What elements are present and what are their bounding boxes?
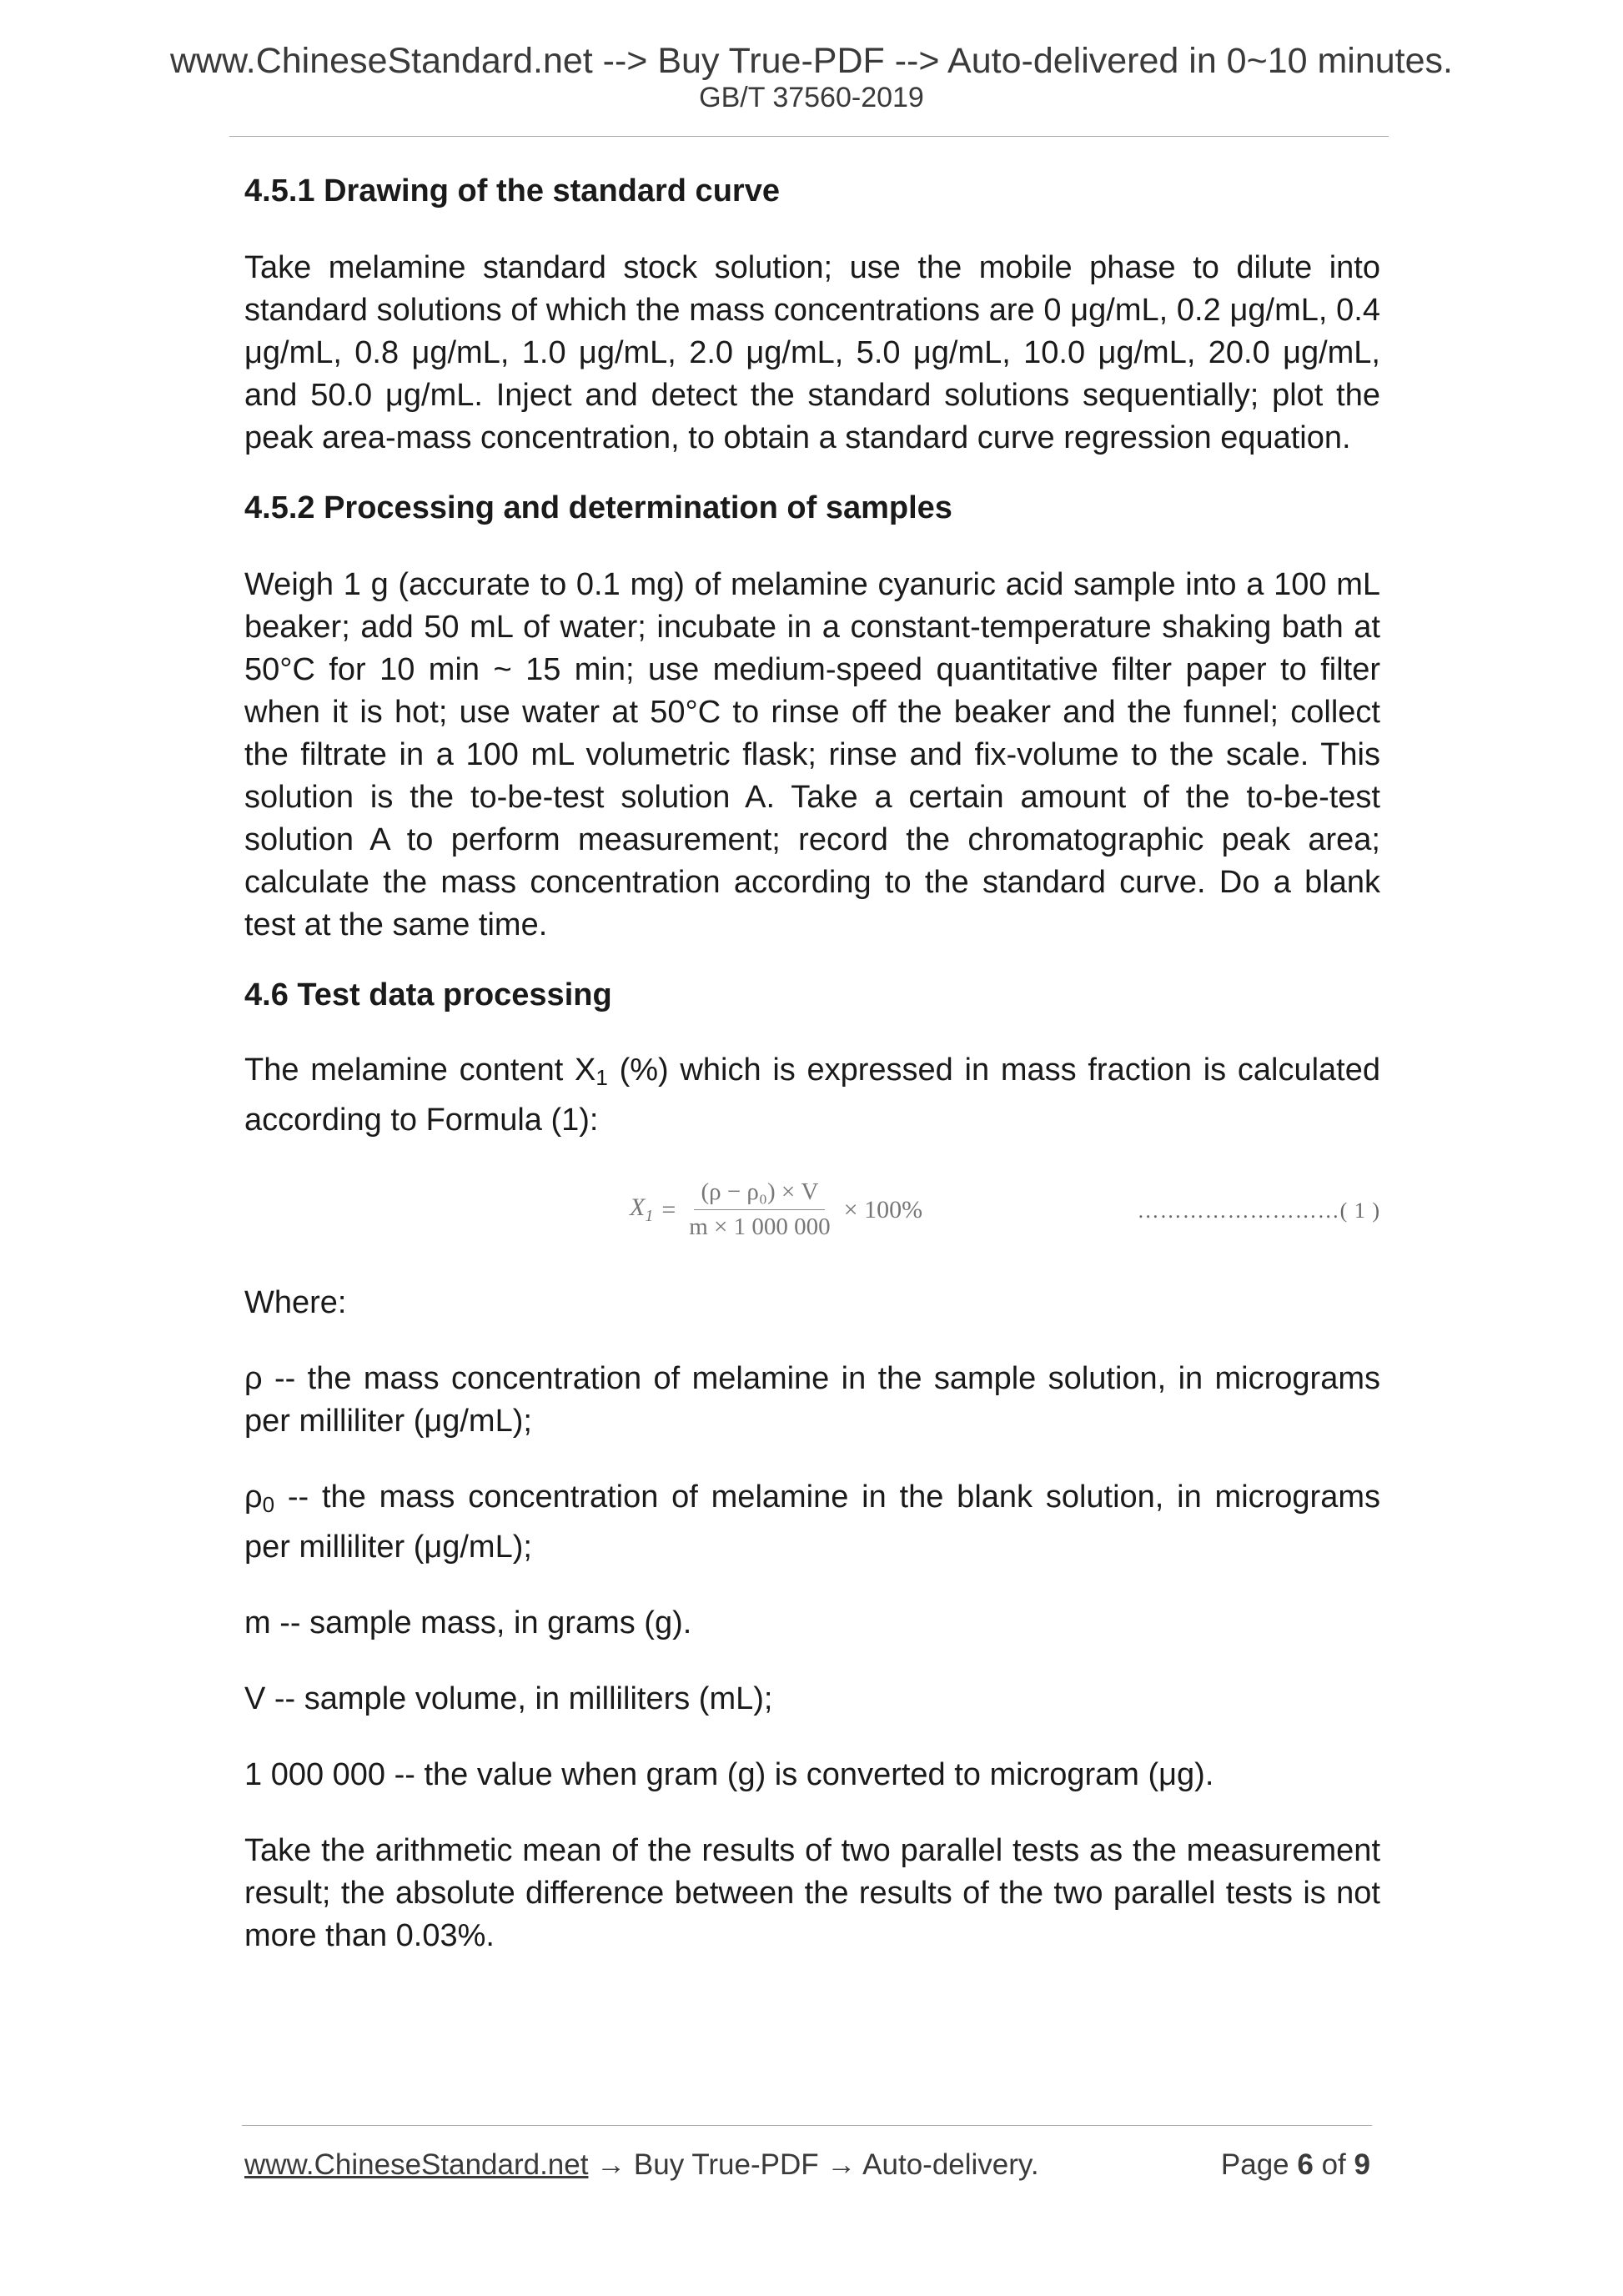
footer-text: → Buy True-PDF → Auto-delivery.: [588, 2148, 1039, 2181]
conclusion-paragraph: Take the arithmetic mean of the results of two parallel tests as the measurement result; the absolute difference between the results of the two parallel tests is not more than 0.03%.: [244, 1833, 1380, 1954]
where-rho0: [244, 1476, 1380, 1569]
rho0-subscript: 0: [262, 1492, 275, 1518]
footer: [244, 2148, 1370, 2182]
formula-expression: [630, 1178, 922, 1241]
heading-4-6: 4.6 Test data processing: [244, 977, 612, 1012]
where-v: V -- sample volume, in milliliters (mL);: [244, 1681, 773, 1717]
paragraph-4-6-intro: [244, 1049, 1380, 1142]
formula-denominator: m × 1 000 000: [689, 1213, 831, 1241]
formula-1: [244, 1173, 1380, 1257]
header-divider: [229, 136, 1389, 137]
page-of-label: of: [1321, 2148, 1346, 2181]
document-body: [244, 171, 1380, 1957]
rho0-symbol: ρ: [244, 1480, 263, 1515]
heading-4-5-1: 4.5.1 Drawing of the standard curve: [244, 173, 780, 208]
formula-number: ………………………( 1 ): [1137, 1198, 1380, 1223]
footer-left: [244, 2148, 1039, 2182]
standard-code: GB/T 37560-2019: [699, 82, 924, 113]
intro-subscript: 1: [595, 1065, 608, 1091]
page-indicator: [1221, 2148, 1370, 2182]
where-m: m -- sample mass, in grams (g).: [244, 1605, 692, 1641]
where-label: Where:: [244, 1285, 347, 1321]
formula-lhs-symbol: X: [630, 1193, 646, 1222]
formula-lhs: [630, 1193, 653, 1226]
where-factor: 1 000 000 -- the value when gram (g) is converted to microgram (μg).: [244, 1757, 1214, 1793]
footer-link[interactable]: www.ChineseStandard.net: [244, 2148, 589, 2181]
heading-4-5-2: 4.5.2 Processing and determination of samples: [244, 490, 952, 526]
page-number: 6: [1297, 2148, 1314, 2181]
intro-text-post: (%) which is expressed in mass fraction is calculated according to Formula (1):: [244, 1053, 1380, 1138]
footer-divider: [242, 2125, 1372, 2126]
formula-numerator: (ρ − ρ₀) × V: [694, 1178, 825, 1210]
intro-text-pre: The melamine content X: [244, 1053, 596, 1088]
paragraph-4-5-1: Take melamine standard stock solution; use the mobile phase to dilute into standard solutions of which the mass concentrations are 0 μg/mL, 0.2 μg/mL, 0.4 μg/mL, 0.8 μg/mL, 1.0 μg/mL, 2.0 μg/mL, 5.0 μg/mL, 10.0 μg/mL, 20.0 μg/mL, and 50.0 μg/mL. Inject and detect the standard solutions sequentially; plot the peak area-mass concentration, to obtain a standard curve regression equation.: [244, 250, 1380, 456]
rho0-text: -- the mass concentration of melamine in the blank solution, in micrograms per milliliter (μg/mL);: [244, 1480, 1380, 1565]
where-rho: ρ -- the mass concentration of melamine in the sample solution, in micrograms per milliliter (μg/mL);: [244, 1361, 1380, 1439]
formula-multiplier: × 100%: [843, 1195, 923, 1223]
formula-fraction: [682, 1178, 837, 1241]
formula-lhs-subscript: 1: [645, 1207, 654, 1226]
formula-equals: =: [661, 1195, 676, 1223]
page-total: 9: [1354, 2148, 1370, 2181]
paragraph-4-5-2: Weigh 1 g (accurate to 0.1 mg) of melamine cyanuric acid sample into a 100 mL beaker; add 50 mL of water; incubate in a constant-temperature shaking bath at 50°C for 10 min ~ 15 min; use medium-speed quantitative filter paper to filter when it is hot; use water at 50°C to rinse off the beaker and the funnel; collect the filtrate in a 100 mL volumetric flask; rinse and fix-volume to the scale. This solution is the to-be-test solution A. Take a certain amount of the to-be-test solution A to perform measurement; record the chromatographic peak area; calculate the mass concentration according to the standard curve. Do a blank test at the same time.: [244, 566, 1380, 942]
page-label: Page: [1220, 2148, 1289, 2181]
header-banner: www.ChineseStandard.net --> Buy True-PDF --> Auto-delivered in 0~10 minutes.: [169, 41, 1453, 81]
